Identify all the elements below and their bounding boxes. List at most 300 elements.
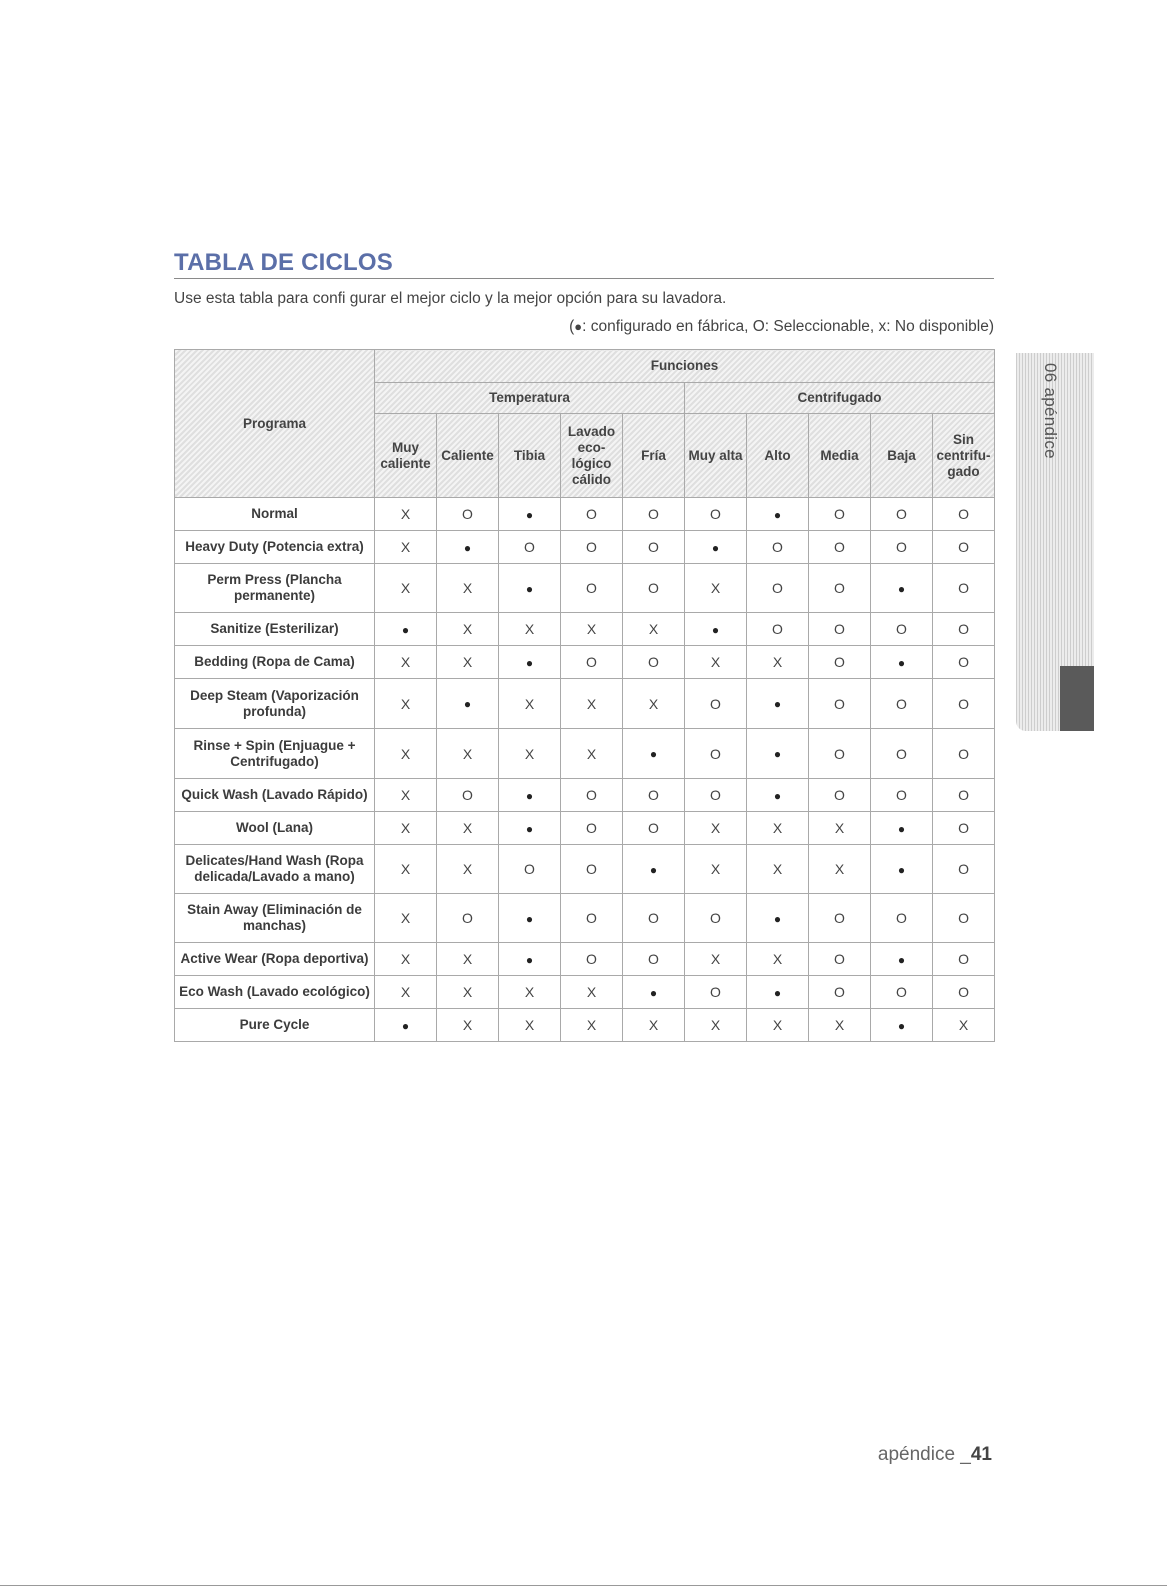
unavailable-mark: X — [586, 984, 597, 1000]
option-cell — [871, 812, 933, 845]
option-cell — [499, 845, 561, 894]
unavailable-mark: X — [586, 1017, 597, 1033]
selectable-mark: O — [896, 506, 907, 522]
option-cell — [871, 729, 933, 779]
factory-setting-mark: ● — [773, 985, 782, 1000]
option-cell — [623, 679, 685, 729]
option-cell — [871, 779, 933, 812]
unavailable-mark: X — [772, 654, 783, 670]
option-cell — [561, 894, 623, 943]
intro-text: Use esta tabla para confi gurar el mejor ciclo y la mejor opción para su lavadora. — [174, 290, 727, 307]
option-cell — [623, 812, 685, 845]
option-cell — [933, 613, 995, 646]
option-cell — [561, 498, 623, 531]
selectable-mark: O — [648, 820, 659, 836]
selectable-mark: O — [648, 654, 659, 670]
option-cell — [499, 679, 561, 729]
option-cell — [561, 1009, 623, 1042]
selectable-mark: O — [710, 984, 721, 1000]
unavailable-mark: X — [834, 1017, 845, 1033]
selectable-mark: O — [586, 654, 597, 670]
selectable-mark: O — [834, 984, 845, 1000]
table-row — [175, 564, 995, 613]
program-name: Quick Wash (Lavado Rápido) — [175, 779, 375, 812]
column-header: Media — [809, 414, 871, 498]
option-cell — [499, 943, 561, 976]
program-name: Perm Press (Plancha permanente) — [175, 564, 375, 613]
unavailable-mark: X — [772, 861, 783, 877]
factory-setting-mark: ● — [897, 1018, 906, 1033]
option-cell — [561, 943, 623, 976]
option-cell — [685, 646, 747, 679]
option-cell — [685, 564, 747, 613]
selectable-mark: O — [896, 621, 907, 637]
program-name: Wool (Lana) — [175, 812, 375, 845]
column-header: Fría — [623, 414, 685, 498]
option-cell — [499, 729, 561, 779]
option-cell — [437, 779, 499, 812]
option-cell — [809, 679, 871, 729]
selectable-mark: O — [958, 621, 969, 637]
factory-setting-mark: ● — [525, 788, 534, 803]
selectable-mark: O — [958, 787, 969, 803]
page-title: TABLA DE CICLOS — [174, 248, 994, 279]
option-cell — [933, 498, 995, 531]
selectable-mark: O — [834, 506, 845, 522]
factory-setting-mark: ● — [897, 581, 906, 596]
factory-setting-mark: ● — [401, 1018, 410, 1033]
option-cell — [375, 943, 437, 976]
unavailable-mark: X — [710, 951, 721, 967]
factory-setting-mark: ● — [649, 862, 658, 877]
selectable-mark: O — [524, 861, 535, 877]
option-cell — [437, 894, 499, 943]
selectable-mark: O — [586, 951, 597, 967]
unavailable-mark: X — [400, 910, 411, 926]
unavailable-mark: X — [772, 1017, 783, 1033]
option-cell — [499, 646, 561, 679]
column-header: Lavado eco-lógico cálido — [561, 414, 623, 498]
selectable-mark: O — [772, 539, 783, 555]
unavailable-mark: X — [710, 654, 721, 670]
option-cell — [561, 564, 623, 613]
program-header: Programa — [175, 350, 375, 498]
option-cell — [561, 646, 623, 679]
option-cell — [747, 976, 809, 1009]
option-cell — [685, 976, 747, 1009]
column-header: Muy caliente — [375, 414, 437, 498]
selectable-mark: O — [524, 539, 535, 555]
option-cell — [623, 564, 685, 613]
column-header: Caliente — [437, 414, 499, 498]
selectable-mark: O — [896, 984, 907, 1000]
program-name: Heavy Duty (Potencia extra) — [175, 531, 375, 564]
option-cell — [499, 531, 561, 564]
program-name: Rinse + Spin (Enjuague + Centrifugado) — [175, 729, 375, 779]
column-header: Tibia — [499, 414, 561, 498]
option-cell — [809, 894, 871, 943]
option-cell — [499, 894, 561, 943]
option-cell — [747, 812, 809, 845]
option-cell — [561, 729, 623, 779]
table-row — [175, 845, 995, 894]
spin-header: Centrifugado — [685, 383, 995, 414]
selectable-mark: O — [958, 654, 969, 670]
option-cell — [499, 976, 561, 1009]
option-cell — [809, 845, 871, 894]
option-cell — [375, 564, 437, 613]
unavailable-mark: X — [462, 951, 473, 967]
option-cell — [561, 779, 623, 812]
option-cell — [499, 613, 561, 646]
selectable-mark: O — [896, 787, 907, 803]
option-cell — [437, 498, 499, 531]
factory-setting-mark: ● — [897, 821, 906, 836]
legend-x-text: : No disponible) — [886, 318, 994, 335]
option-cell — [871, 894, 933, 943]
bottom-rule — [0, 1585, 1167, 1586]
selectable-mark: O — [958, 984, 969, 1000]
selectable-mark: O — [772, 580, 783, 596]
option-cell — [561, 845, 623, 894]
option-cell — [375, 976, 437, 1009]
selectable-mark: O — [586, 506, 597, 522]
option-cell — [437, 646, 499, 679]
option-cell — [561, 679, 623, 729]
factory-setting-mark: ● — [773, 507, 782, 522]
option-cell — [809, 646, 871, 679]
option-cell — [437, 679, 499, 729]
option-cell — [871, 613, 933, 646]
unavailable-mark: X — [462, 745, 473, 762]
unavailable-mark: X — [400, 654, 411, 670]
footer-section: apéndice _ — [877, 1444, 971, 1465]
option-cell — [809, 498, 871, 531]
option-cell — [933, 679, 995, 729]
option-cell — [437, 845, 499, 894]
selectable-mark: O — [834, 910, 845, 926]
option-cell — [685, 613, 747, 646]
unavailable-mark: X — [586, 621, 597, 637]
legend — [174, 317, 994, 337]
program-name: Stain Away (Eliminación de manchas) — [175, 894, 375, 943]
option-cell — [747, 729, 809, 779]
page-number: 41 — [970, 1444, 992, 1465]
unavailable-mark: X — [958, 1017, 969, 1033]
column-header: Sin centrifu-gado — [933, 414, 995, 498]
unavailable-mark: X — [400, 745, 411, 762]
option-cell — [871, 564, 933, 613]
unavailable-mark: X — [648, 1017, 659, 1033]
section-tab-label: 06 apéndice — [1041, 363, 1060, 459]
option-cell — [375, 779, 437, 812]
selectable-mark: O — [958, 506, 969, 522]
column-header: Alto — [747, 414, 809, 498]
legend-o-text: : Seleccionable, — [764, 318, 879, 335]
option-cell — [375, 1009, 437, 1042]
program-name: Sanitize (Esterilizar) — [175, 613, 375, 646]
factory-setting-mark: ● — [401, 622, 410, 637]
selectable-mark: O — [586, 910, 597, 926]
selectable-mark: O — [834, 539, 845, 555]
option-cell — [809, 1009, 871, 1042]
selectable-mark: O — [958, 539, 969, 555]
selectable-mark: O — [586, 787, 597, 803]
selectable-mark: O — [462, 910, 473, 926]
unavailable-mark: X — [400, 951, 411, 967]
option-cell — [623, 976, 685, 1009]
option-cell — [375, 812, 437, 845]
table-row — [175, 812, 995, 845]
option-cell — [809, 729, 871, 779]
option-cell — [685, 729, 747, 779]
program-name: Eco Wash (Lavado ecológico) — [175, 976, 375, 1009]
option-cell — [933, 729, 995, 779]
unavailable-mark: X — [524, 621, 535, 637]
option-cell — [437, 613, 499, 646]
unavailable-mark: X — [586, 695, 597, 712]
option-cell — [499, 779, 561, 812]
selectable-mark: O — [834, 654, 845, 670]
unavailable-mark: X — [462, 580, 473, 596]
option-cell — [747, 498, 809, 531]
table-row — [175, 1009, 995, 1042]
selectable-mark: O — [648, 787, 659, 803]
option-cell — [685, 1009, 747, 1042]
table-row — [175, 779, 995, 812]
option-cell — [933, 845, 995, 894]
program-name: Delicates/Hand Wash (Ropa delicada/Lavado a mano) — [175, 845, 375, 894]
option-cell — [375, 531, 437, 564]
option-cell — [685, 531, 747, 564]
program-name: Normal — [175, 498, 375, 531]
column-header: Baja — [871, 414, 933, 498]
option-cell — [809, 779, 871, 812]
column-header: Muy alta — [685, 414, 747, 498]
option-cell — [871, 531, 933, 564]
option-cell — [871, 498, 933, 531]
selectable-mark: O — [586, 539, 597, 555]
option-cell — [623, 498, 685, 531]
option-cell — [685, 845, 747, 894]
option-cell — [437, 943, 499, 976]
selectable-mark: O — [834, 951, 845, 967]
selectable-mark: O — [586, 580, 597, 596]
option-cell — [623, 729, 685, 779]
selectable-mark: O — [586, 820, 597, 836]
option-cell — [747, 531, 809, 564]
factory-setting-mark: ● — [773, 911, 782, 926]
unavailable-mark: X — [710, 580, 721, 596]
option-cell — [375, 845, 437, 894]
option-cell — [933, 531, 995, 564]
selectable-mark: O — [648, 951, 659, 967]
legend-open: ( — [569, 318, 575, 335]
option-cell — [499, 564, 561, 613]
selectable-mark: O — [896, 539, 907, 555]
unavailable-mark: X — [710, 1017, 721, 1033]
option-cell — [561, 976, 623, 1009]
option-cell — [561, 531, 623, 564]
option-cell — [685, 894, 747, 943]
unavailable-mark: X — [462, 984, 473, 1000]
option-cell — [933, 646, 995, 679]
option-cell — [871, 845, 933, 894]
option-cell — [437, 812, 499, 845]
option-cell — [933, 779, 995, 812]
unavailable-mark: X — [400, 861, 411, 877]
selectable-mark: O — [834, 787, 845, 803]
option-cell — [747, 894, 809, 943]
unavailable-mark: X — [524, 1017, 535, 1033]
unavailable-mark: X — [400, 695, 411, 712]
option-cell — [747, 613, 809, 646]
option-cell — [685, 812, 747, 845]
option-cell — [933, 564, 995, 613]
page-footer — [878, 1444, 992, 1466]
unavailable-mark: X — [462, 621, 473, 637]
table-row — [175, 976, 995, 1009]
unavailable-mark: X — [462, 1017, 473, 1033]
unavailable-mark: X — [462, 861, 473, 877]
selectable-mark: O — [896, 910, 907, 926]
table-row — [175, 613, 995, 646]
selectable-mark: O — [710, 695, 721, 712]
selectable-mark: O — [710, 787, 721, 803]
unavailable-mark: X — [834, 820, 845, 836]
option-cell — [437, 729, 499, 779]
table-row — [175, 531, 995, 564]
unavailable-mark: X — [710, 820, 721, 836]
option-cell — [623, 894, 685, 943]
option-cell — [561, 812, 623, 845]
selectable-mark: O — [462, 506, 473, 522]
option-cell — [747, 943, 809, 976]
option-cell — [871, 679, 933, 729]
option-cell — [437, 1009, 499, 1042]
factory-setting-mark: ● — [897, 952, 906, 967]
option-cell — [685, 498, 747, 531]
unavailable-mark: X — [462, 820, 473, 836]
option-cell — [871, 943, 933, 976]
factory-setting-mark: ● — [463, 540, 472, 555]
selectable-mark: O — [834, 621, 845, 637]
option-cell — [623, 845, 685, 894]
selectable-mark: O — [834, 745, 845, 762]
factory-setting-mark: ● — [525, 821, 534, 836]
selectable-mark: O — [958, 951, 969, 967]
factory-setting-mark: ● — [525, 952, 534, 967]
functions-header: Funciones — [375, 350, 995, 383]
legend-o-symbol: O — [752, 318, 765, 335]
section-tab-marker — [1060, 666, 1094, 731]
option-cell — [623, 1009, 685, 1042]
option-cell — [747, 1009, 809, 1042]
option-cell — [685, 679, 747, 729]
selectable-mark: O — [958, 861, 969, 877]
program-name: Active Wear (Ropa deportiva) — [175, 943, 375, 976]
option-cell — [375, 613, 437, 646]
option-cell — [747, 845, 809, 894]
factory-setting-mark: ● — [525, 581, 534, 596]
unavailable-mark: X — [834, 861, 845, 877]
option-cell — [809, 943, 871, 976]
option-cell — [871, 646, 933, 679]
factory-setting-mark: ● — [525, 507, 534, 522]
factory-setting-mark: ● — [649, 747, 658, 761]
selectable-mark: O — [958, 910, 969, 926]
factory-setting-mark: ● — [649, 985, 658, 1000]
unavailable-mark: X — [710, 861, 721, 877]
factory-setting-mark: ● — [773, 747, 782, 761]
unavailable-mark: X — [462, 654, 473, 670]
option-cell — [809, 531, 871, 564]
factory-setting-mark: ● — [711, 540, 720, 555]
factory-dot-icon: ● — [574, 319, 583, 334]
factory-setting-mark: ● — [773, 788, 782, 803]
table-row — [175, 646, 995, 679]
selectable-mark: O — [958, 580, 969, 596]
legend-x-symbol: x — [878, 318, 887, 335]
option-cell — [685, 779, 747, 812]
selectable-mark: O — [710, 506, 721, 522]
selectable-mark: O — [710, 745, 721, 762]
unavailable-mark: X — [524, 745, 535, 762]
selectable-mark: O — [648, 910, 659, 926]
legend-dot-text: : configurado en fábrica, — [582, 318, 753, 335]
option-cell — [623, 646, 685, 679]
option-cell — [747, 564, 809, 613]
option-cell — [747, 679, 809, 729]
unavailable-mark: X — [648, 621, 659, 637]
unavailable-mark: X — [772, 820, 783, 836]
option-cell — [375, 894, 437, 943]
option-cell — [375, 646, 437, 679]
unavailable-mark: X — [400, 580, 411, 596]
unavailable-mark: X — [400, 539, 411, 555]
option-cell — [499, 498, 561, 531]
selectable-mark: O — [772, 621, 783, 637]
option-cell — [871, 1009, 933, 1042]
option-cell — [809, 976, 871, 1009]
option-cell — [747, 779, 809, 812]
option-cell — [375, 679, 437, 729]
option-cell — [933, 812, 995, 845]
option-cell — [623, 779, 685, 812]
option-cell — [437, 564, 499, 613]
option-cell — [933, 976, 995, 1009]
selectable-mark: O — [710, 910, 721, 926]
unavailable-mark: X — [400, 820, 411, 836]
selectable-mark: O — [648, 506, 659, 522]
unavailable-mark: X — [400, 506, 411, 522]
option-cell — [871, 976, 933, 1009]
selectable-mark: O — [586, 861, 597, 877]
option-cell — [437, 531, 499, 564]
option-cell — [933, 943, 995, 976]
unavailable-mark: X — [400, 787, 411, 803]
factory-setting-mark: ● — [773, 697, 782, 711]
option-cell — [685, 943, 747, 976]
selectable-mark: O — [648, 539, 659, 555]
option-cell — [747, 646, 809, 679]
selectable-mark: O — [834, 695, 845, 712]
option-cell — [375, 498, 437, 531]
option-cell — [809, 812, 871, 845]
program-name: Bedding (Ropa de Cama) — [175, 646, 375, 679]
unavailable-mark: X — [524, 984, 535, 1000]
factory-setting-mark: ● — [897, 862, 906, 877]
